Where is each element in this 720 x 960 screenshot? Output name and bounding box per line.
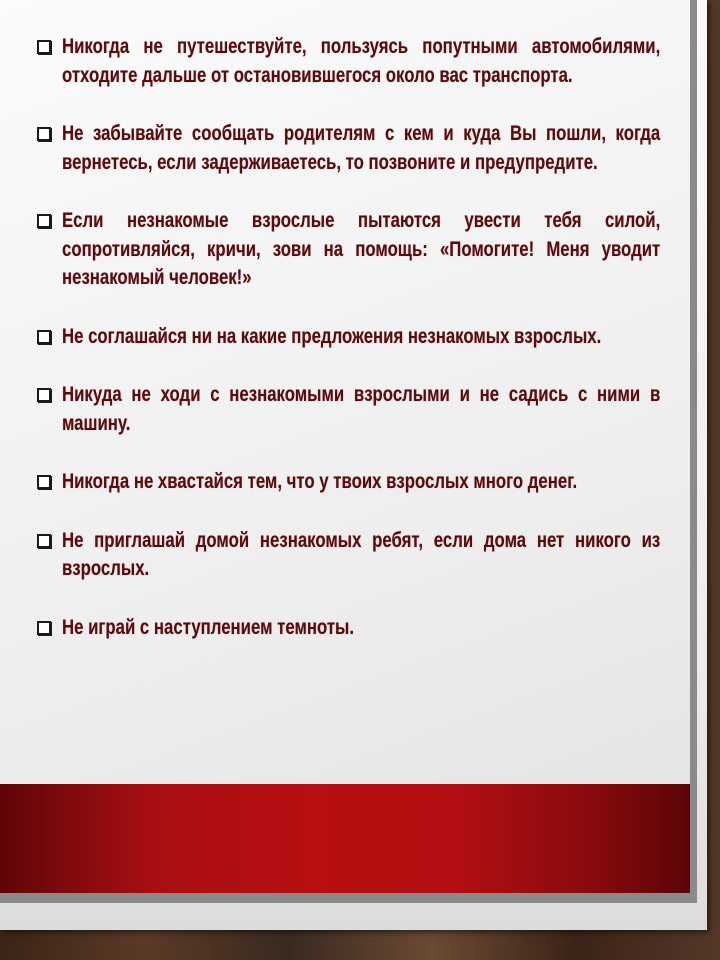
list-item-text: Не играй с наступлением темноты. [62, 614, 355, 639]
checkbox-bullet-icon [37, 475, 51, 489]
list-item-text: Никуда не ходи с незнакомыми взрослыми и не садись с ними в машину. [62, 382, 661, 435]
checkbox-bullet-icon [37, 127, 51, 141]
list-item [34, 613, 660, 642]
list-item [34, 526, 660, 583]
list-item [34, 32, 660, 89]
list-item-text: Никогда не путешествуйте, пользуясь попутными автомобилями, отходите дальше от остановившегося около вас транспорта. [62, 34, 661, 87]
checkbox-bullet-icon [37, 330, 51, 344]
list-item-text: Не приглашай домой незнакомых ребят, если дома нет никого из взрослых. [62, 527, 661, 580]
checkbox-bullet-icon [37, 214, 51, 228]
list-item [34, 119, 660, 176]
list-item [34, 322, 660, 351]
list-item-text: Не забывайте сообщать родителям с кем и куда Вы пошли, когда вернетесь, если задерживаетесь, то позвоните и предупредите. [62, 121, 661, 174]
list-item-text: Никогда не хвастайся тем, что у твоих взрослых много денег. [62, 469, 578, 493]
checkbox-bullet-icon [37, 40, 51, 54]
checkbox-bullet-icon [37, 534, 51, 548]
checkbox-bullet-icon [37, 621, 51, 635]
list-item-text: Если незнакомые взрослые пытаются увести тебя силой, сопротивляйся, кричи, зови на помощь: «Помогите! Меня уводит незнакомый человек!» [62, 208, 661, 289]
list-item-text: Не соглашайся ни на какие предложения незнакомых взрослых. [62, 323, 602, 348]
rules-list [34, 32, 660, 671]
list-item [34, 380, 660, 437]
checkbox-bullet-icon [37, 388, 51, 402]
list-item [34, 467, 660, 496]
list-item [34, 206, 660, 292]
red-footer-band [0, 784, 690, 893]
